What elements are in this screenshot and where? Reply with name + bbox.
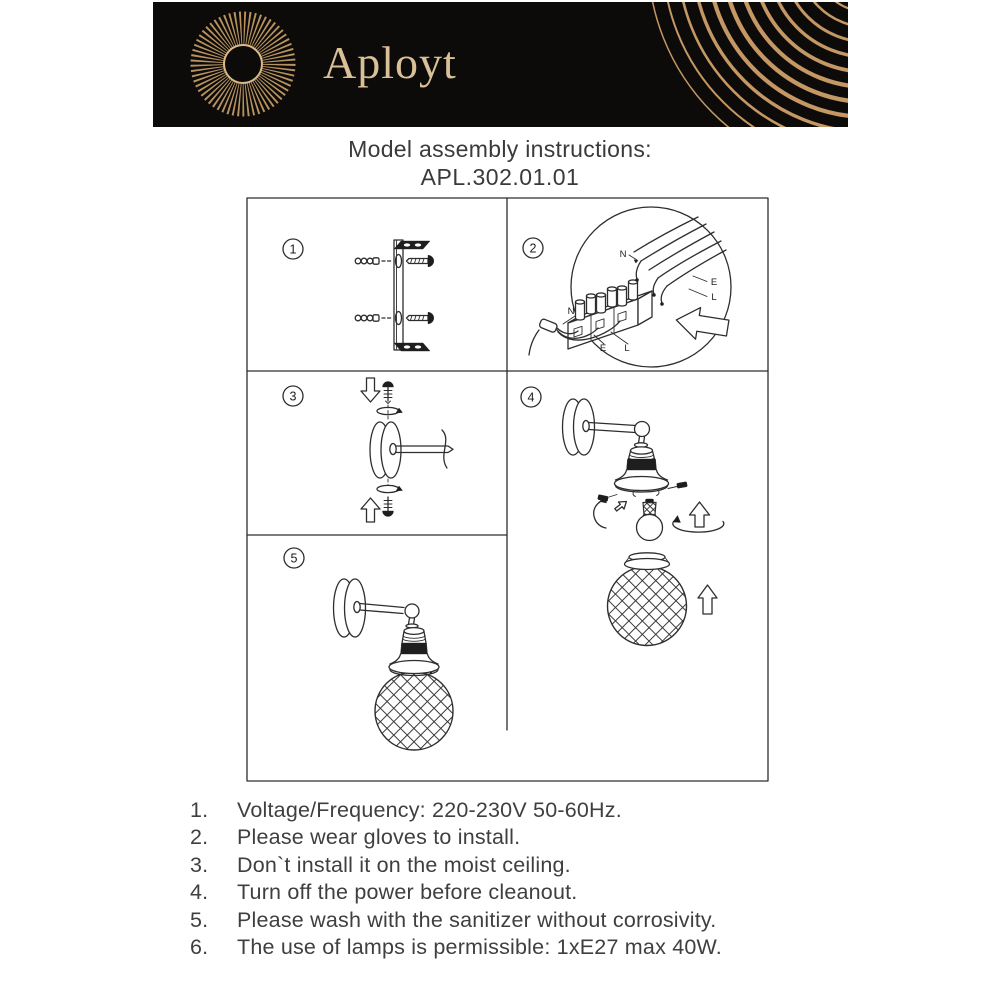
note-text: Don`t install it on the moist ceiling. bbox=[237, 852, 571, 877]
screw-down-icon bbox=[383, 382, 394, 404]
instruction-item bbox=[190, 934, 722, 961]
instruction-item bbox=[190, 852, 722, 879]
brand-banner bbox=[153, 2, 848, 127]
note-number: 2. bbox=[190, 825, 209, 850]
step-3-number: 3 bbox=[289, 389, 297, 404]
step1-bracket-diagram bbox=[355, 240, 434, 351]
model-number: APL.302.01.01 bbox=[420, 164, 580, 190]
wire-label-l-top: L bbox=[711, 292, 717, 303]
diagram-grid bbox=[247, 198, 768, 781]
rotate-arrow-icon bbox=[594, 500, 606, 528]
note-number: 5. bbox=[190, 907, 209, 932]
note-number: 6. bbox=[190, 935, 209, 960]
step-badges bbox=[283, 238, 543, 568]
corner-rays-icon bbox=[648, 2, 848, 127]
note-number: 1. bbox=[190, 798, 209, 822]
brand-logo-text: Aployt bbox=[323, 37, 457, 88]
step-1-number: 1 bbox=[289, 242, 297, 257]
note-number: 4. bbox=[190, 880, 209, 905]
instruction-item bbox=[190, 797, 722, 824]
page-title: Model assembly instructions: bbox=[348, 136, 652, 162]
mounting-screw-icon bbox=[407, 312, 434, 324]
sunburst-logo-icon bbox=[207, 28, 279, 100]
step-2-number: 2 bbox=[529, 241, 537, 256]
step2-wiring-diagram bbox=[529, 207, 731, 367]
step3-base-mounting-diagram bbox=[361, 378, 453, 522]
ceiling-wires-icon bbox=[634, 217, 726, 303]
push-direction-arrow-icon bbox=[674, 304, 730, 344]
up-arrow-icon bbox=[361, 498, 380, 522]
mesh-globe-icon bbox=[608, 553, 687, 646]
banner-decor bbox=[153, 2, 848, 127]
wire-label-l-bottom: L bbox=[624, 343, 630, 354]
down-arrow-icon bbox=[361, 378, 380, 402]
wire-label-n-bottom: N bbox=[567, 306, 575, 317]
note-text: The use of lamps is permissible: 1xE27 max 40W. bbox=[237, 935, 722, 960]
note-number: 3. bbox=[190, 852, 209, 877]
instruction-item bbox=[190, 907, 722, 934]
light-bulb-icon bbox=[637, 499, 663, 541]
step-4-number: 4 bbox=[527, 390, 535, 405]
wall-anchor-icon bbox=[355, 258, 392, 264]
clip-arrow-icon bbox=[613, 498, 629, 513]
wire-label-e-top: E bbox=[710, 277, 718, 288]
assembly-diagram bbox=[246, 197, 769, 782]
note-text: Voltage/Frequency: 220-230V 50-60Hz. bbox=[237, 798, 622, 822]
up-arrow-icon bbox=[690, 502, 710, 527]
note-text: Please wear gloves to install. bbox=[237, 825, 521, 850]
instruction-notes bbox=[190, 797, 722, 961]
instruction-item bbox=[190, 824, 722, 851]
mesh-globe-icon bbox=[375, 672, 453, 750]
wall-anchor-icon bbox=[355, 315, 392, 321]
screw-up-icon bbox=[383, 497, 394, 517]
note-text: Please wash with the sanitizer without corrosivity. bbox=[237, 907, 717, 932]
note-text: Turn off the power before cleanout. bbox=[237, 880, 578, 905]
up-arrow-icon bbox=[698, 585, 717, 614]
wire-label-e-bottom: E bbox=[599, 343, 607, 354]
mounting-screw-icon bbox=[407, 255, 434, 267]
wire-label-n-top: N bbox=[619, 249, 627, 260]
step4-lamp-bulb-diagram bbox=[563, 399, 724, 646]
step-5-number: 5 bbox=[290, 551, 298, 566]
step5-complete-lamp-diagram bbox=[334, 579, 454, 750]
instruction-item bbox=[190, 879, 722, 906]
